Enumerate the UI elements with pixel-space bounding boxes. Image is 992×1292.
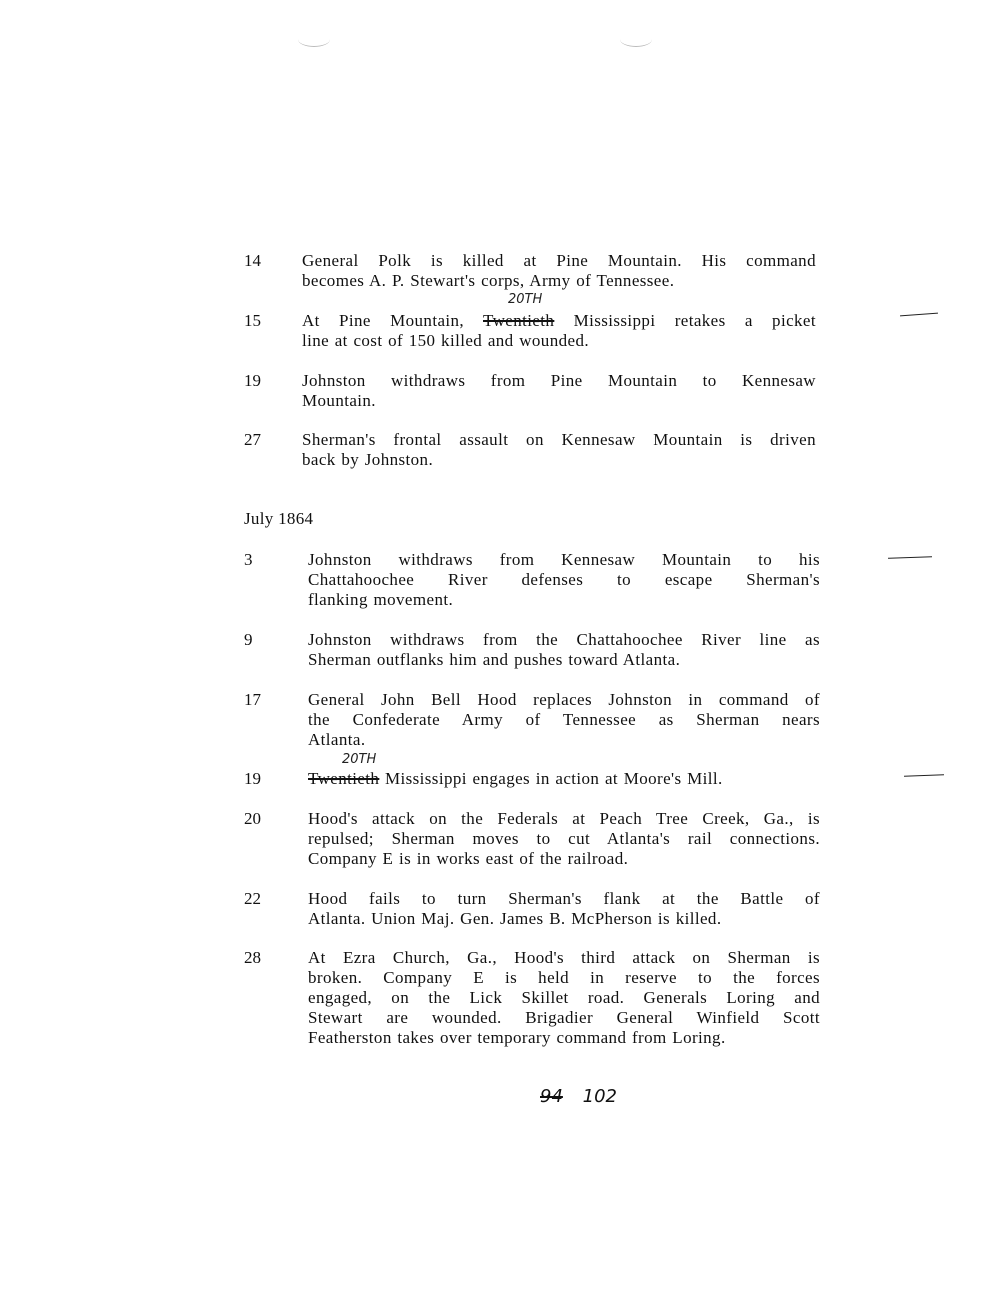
entry-line: Atlanta. bbox=[308, 730, 366, 749]
entry-line: Sherman outflanks him and pushes toward Atlanta. bbox=[308, 650, 681, 669]
entry-line: flanking movement. bbox=[308, 590, 454, 609]
entry-day: 20 bbox=[244, 809, 261, 828]
entry-day: 28 bbox=[244, 948, 261, 967]
entry-line: becomes A. P. Stewart's corps, Army of Tennessee. bbox=[302, 271, 675, 290]
entry-line: At Ezra Church, Ga., Hood's third attack on Sherman is bbox=[308, 948, 820, 967]
punch-hole-left bbox=[298, 32, 330, 47]
margin-mark bbox=[904, 774, 944, 776]
entry-line: line at cost of 150 killed and wounded. bbox=[302, 331, 589, 350]
corrected-page-number: 102 bbox=[582, 1086, 617, 1107]
struck-page-number: 94 bbox=[540, 1086, 563, 1107]
margin-mark bbox=[900, 313, 938, 317]
entry-line: Johnston withdraws from the Chattahoochee River line as bbox=[308, 630, 820, 649]
entry-line: General Polk is killed at Pine Mountain. His command bbox=[302, 251, 816, 270]
entry-day: 19 bbox=[244, 371, 261, 390]
entry-line: the Confederate Army of Tennessee as Sherman nears bbox=[308, 710, 820, 729]
entry-day: 27 bbox=[244, 430, 261, 449]
entry-line: Hood's attack on the Federals at Peach Tree Creek, Ga., is bbox=[308, 809, 820, 828]
struck-word: Twentieth bbox=[483, 311, 555, 330]
entry-line bbox=[308, 769, 820, 789]
entry-line: Sherman's frontal assault on Kennesaw Mountain is driven bbox=[302, 430, 816, 449]
entry-line: Featherston takes over temporary command from Loring. bbox=[308, 1028, 726, 1047]
entry-day: 22 bbox=[244, 889, 261, 908]
entry-line bbox=[302, 311, 816, 331]
entry-day: 19 bbox=[244, 769, 261, 788]
entry-day: 17 bbox=[244, 690, 261, 709]
margin-mark bbox=[888, 556, 932, 559]
entry-line: back by Johnston. bbox=[302, 450, 434, 469]
punch-hole-right bbox=[620, 32, 652, 47]
handwritten-correction: 20TH bbox=[342, 752, 377, 767]
month-heading: July 1864 bbox=[244, 509, 314, 528]
entry-day: 14 bbox=[244, 251, 261, 270]
struck-word: Twentieth bbox=[308, 769, 380, 788]
entry-line: Mountain. bbox=[302, 391, 376, 410]
text-segment: Mississippi engages in action at Moore's Mill. bbox=[379, 769, 723, 788]
entry-line: Stewart are wounded. Brigadier General Winfield Scott bbox=[308, 1008, 820, 1027]
page-number bbox=[540, 1086, 617, 1107]
handwritten-correction: 20TH bbox=[508, 292, 543, 307]
entry-line: Chattahoochee River defenses to escape Sherman's bbox=[308, 570, 820, 589]
entry-day: 15 bbox=[244, 311, 261, 330]
entry-line: repulsed; Sherman moves to cut Atlanta's rail connections. bbox=[308, 829, 820, 848]
entry-line: Company E is in works east of the railroad. bbox=[308, 849, 629, 868]
text-segment: Mississippi retakes a picket bbox=[554, 311, 816, 330]
entry-line: General John Bell Hood replaces Johnston in command of bbox=[308, 690, 820, 709]
entry-line: Johnston withdraws from Pine Mountain to Kennesaw bbox=[302, 371, 816, 390]
entry-line: Hood fails to turn Sherman's flank at the Battle of bbox=[308, 889, 820, 908]
entry-line: broken. Company E is held in reserve to the forces bbox=[308, 968, 820, 987]
text-segment: At Pine Mountain, bbox=[302, 311, 483, 330]
entry-line: engaged, on the Lick Skillet road. Generals Loring and bbox=[308, 988, 820, 1007]
entry-day: 9 bbox=[244, 630, 253, 649]
entry-line: Johnston withdraws from Kennesaw Mountain to his bbox=[308, 550, 820, 569]
entry-day: 3 bbox=[244, 550, 253, 569]
entry-line: Atlanta. Union Maj. Gen. James B. McPherson is killed. bbox=[308, 909, 722, 928]
